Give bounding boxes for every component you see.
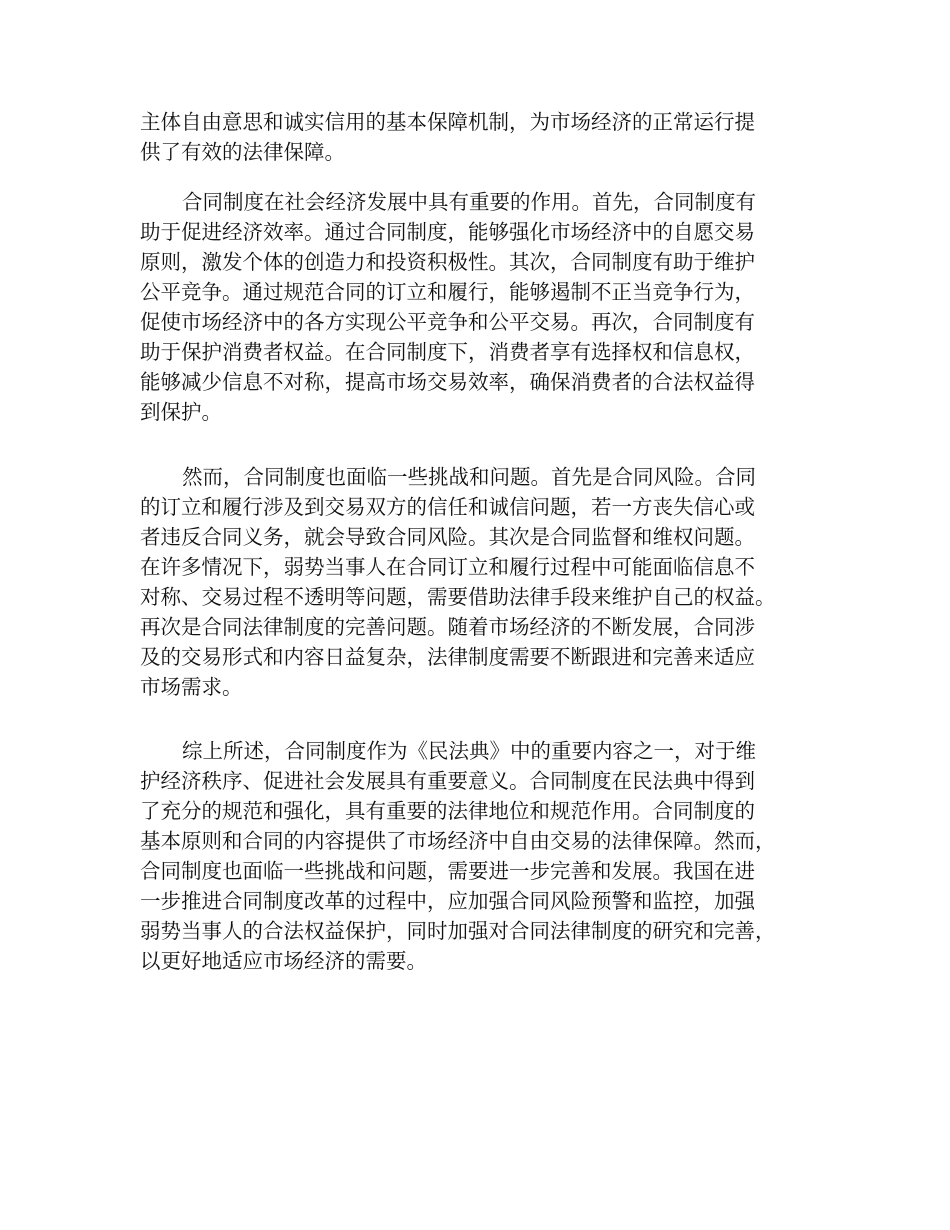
paragraph-line: 的订立和履行涉及到交易双方的信任和诚信问题，若一方丧失信心或 <box>140 495 755 519</box>
paragraph-1 <box>140 107 820 167</box>
paragraph-line: 公平竞争。通过规范合同的订立和履行，能够遏制不正当竞争行为， <box>140 280 755 304</box>
paragraph-line: 助于保护消费者权益。在合同制度下，消费者享有选择权和信息权， <box>140 340 755 364</box>
paragraph-line: 助于促进经济效率。通过合同制度，能够强化市场经济中的自愿交易 <box>140 220 755 244</box>
paragraph-line: 护经济秩序、促进社会发展具有重要意义。合同制度在民法典中得到 <box>140 769 755 793</box>
paragraph-line: 者违反合同义务，就会导致合同风险。其次是合同监督和维权问题。 <box>140 525 755 549</box>
paragraph-line: 以更好地适应市场经济的需要。 <box>140 949 427 973</box>
paragraph-line: 到保护。 <box>140 400 222 424</box>
paragraph-3 <box>140 462 820 702</box>
paragraph-line: 基本原则和合同的内容提供了市场经济中自由交易的法律保障。然而， <box>140 829 776 853</box>
paragraph-line: 对称、交易过程不透明等问题，需要借助法律手段来维护自己的权益。 <box>140 585 776 609</box>
paragraph-line: 主体自由意思和诚实信用的基本保障机制，为市场经济的正常运行提 <box>140 110 755 134</box>
paragraph-line: 及的交易形式和内容日益复杂，法律制度需要不断跟进和完善来适应 <box>140 645 755 669</box>
paragraph-line: 一步推进合同制度改革的过程中，应加强合同风险预警和监控，加强 <box>140 889 755 913</box>
paragraph-line: 原则，激发个体的创造力和投资积极性。其次，合同制度有助于维护 <box>140 250 755 274</box>
paragraph-2 <box>140 187 820 427</box>
paragraph-line: 合同制度在社会经济发展中具有重要的作用。首先，合同制度有 <box>182 190 756 214</box>
paragraph-line: 综上所述，合同制度作为《民法典》中的重要内容之一，对于维 <box>182 739 756 763</box>
paragraph-line: 然而，合同制度也面临一些挑战和问题。首先是合同风险。合同 <box>182 465 756 489</box>
paragraph-line: 能够减少信息不对称，提高市场交易效率，确保消费者的合法权益得 <box>140 370 755 394</box>
paragraph-line: 了充分的规范和强化，具有重要的法律地位和规范作用。合同制度的 <box>140 799 755 823</box>
paragraph-line: 弱势当事人的合法权益保护，同时加强对合同法律制度的研究和完善， <box>140 919 776 943</box>
paragraph-line: 合同制度也面临一些挑战和问题，需要进一步完善和发展。我国在进 <box>140 859 755 883</box>
paragraph-4 <box>140 736 820 976</box>
paragraph-line: 再次是合同法律制度的完善问题。随着市场经济的不断发展，合同涉 <box>140 615 755 639</box>
paragraph-line: 促使市场经济中的各方实现公平竞争和公平交易。再次，合同制度有 <box>140 310 755 334</box>
paragraph-line: 市场需求。 <box>140 675 243 699</box>
paragraph-line: 在许多情况下，弱势当事人在合同订立和履行过程中可能面临信息不 <box>140 555 755 579</box>
paragraph-line: 供了有效的法律保障。 <box>140 140 345 164</box>
